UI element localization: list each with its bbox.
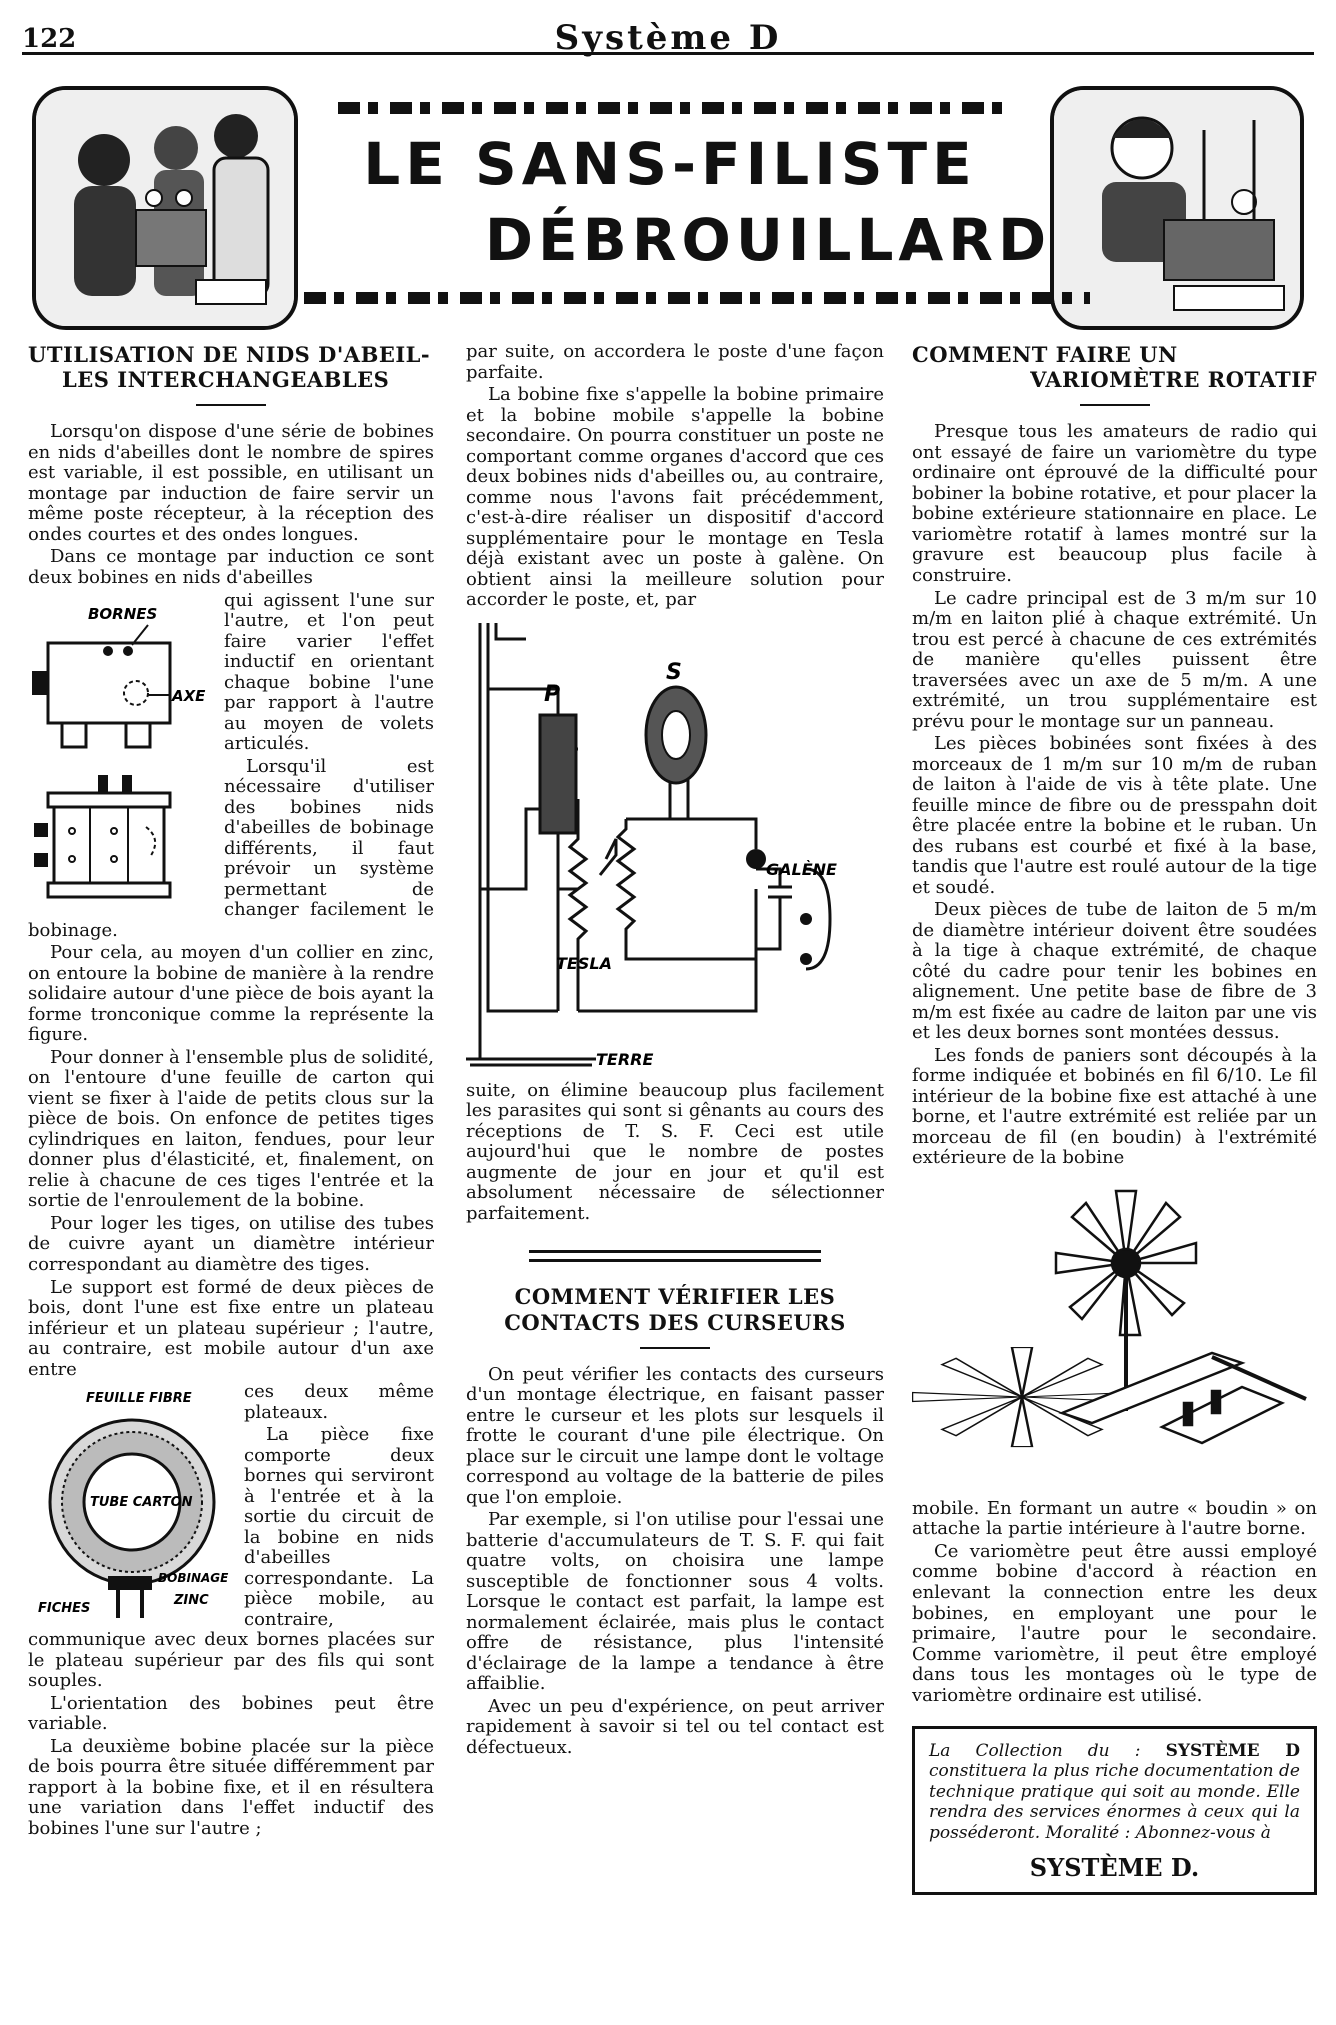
article2-paragraph: Avec un peu d'expérience, on peut arriver rapidement à savoir si tel ou tel contact est défectueux. xyxy=(466,1695,884,1758)
article1-paragraph: Pour donner à l'ensemble plus de solidité, on l'entoure d'une feuille de carton qui vient se fixer à l'aide de petits clous sur la pièce de bois. On enfonce de petites tiges cylindriques en laiton, fendues, pour leur donner plus d'élasticité, et, finalement, on relie à chacune de ces tiges l'entrée et la sortie de l'enroulement de la bobine. xyxy=(28,1046,434,1212)
article1-paragraph: Dans ce montage par induction ce sont deux bobines en nids d'abeilles xyxy=(28,546,434,588)
article1-paragraph: Lorsqu'il est nécessaire d'utiliser des bobines nids d'abeilles de bobinage différents, il faut prévoir un système permettant de changer facilement le bobinage. xyxy=(28,755,434,941)
article3-title-line2: VARIOMÈTRE ROTATIF xyxy=(1030,367,1317,393)
circuit-label-s: S xyxy=(666,659,682,685)
figure-bobine-nid-abeilles xyxy=(28,1386,234,1624)
section-title-line1: LE SANS-FILISTE xyxy=(363,130,977,198)
primary-coil xyxy=(540,715,576,833)
fig1-label-bornes: BORNES xyxy=(88,604,158,623)
fig2-label-feuille: FEUILLE FIBRE xyxy=(86,1391,192,1407)
fig2-label-tube: TUBE CARTON xyxy=(90,1495,193,1511)
figure-variometre-rotatif xyxy=(912,1177,1317,1489)
article-separator-rule xyxy=(529,1259,822,1262)
ornament-dashes-top xyxy=(338,102,1014,114)
article1-paragraph: L'orientation des bobines peut être variable. xyxy=(28,1692,434,1735)
fig2-label-zinc: ZINC xyxy=(174,1593,209,1609)
article3-paragraph: Les fonds de paniers sont découpés à la forme indiquée et bobinés en fil 6/10. Le fil intérieur de la bobine fixe est attaché à une borne, et l'autre extrémité est reliée par un morceau de fil (en boudin) à l'extrémité extérieure de la bobine xyxy=(912,1044,1317,1169)
article1-paragraph: Lorsqu'on dispose d'une série de bobines en nids d'abeilles dont le nombre de spires est variable, il est possible, en utilisant un montage par induction de faire servir un même poste récepteur, à la réception des ondes courtes et des ondes longues. xyxy=(28,421,434,545)
article2-paragraph: Par exemple, si l'on utilise pour l'essai une batterie d'accumulateurs de T. S. F. qui fait quatre volts, on choisira une lampe susceptible de fonctionner sous 4 volts. Lorsque le contact est parfait, la lampe est normalement éclairée, mais plus le contact offre de résistance, plus l'intensité d'éclairage de la lampe a tendance à être affaiblie. xyxy=(466,1509,884,1695)
illustration-people-around-radio xyxy=(32,86,298,330)
article1-continuation-paragraph: La bobine fixe s'appelle la bobine primaire et la bobine mobile s'appelle la bobine secondaire. On pourra constituer un poste ne comportant comme organes d'accord que ces deux bobines nids d'abeilles ou, au contraire, comme nous l'avons fait précédemment, c'est-à-dire réaliser un dispositif d'accord supplémentaire pour le montage en Tesla déjà existant avec un poste à galène. On obtient ainsi la meilleure solution pour accorder le poste, et, par xyxy=(466,384,884,611)
ad-body: constituera la plus riche documentation de technique pratique qui soit au monde. Elle rendra des services énormes à ceux qui la posséderont. Moralité : xyxy=(929,1761,1300,1843)
article2-title-line1: COMMENT VÉRIFIER LES xyxy=(514,1284,836,1310)
article2-title-line2: CONTACTS DES CURSEURS xyxy=(504,1309,846,1335)
article1-paragraph: ces deux même plateaux. xyxy=(244,1381,434,1423)
article3-paragraph: Ce variomètre peut être aussi employé comme bobine d'accord à réaction en enlevant la connection entre les deux bobines, en employant une pour le primaire, l'autre pour le secondaire. Comme variomètre, il peut être employé dans tous les montages où le type de variomètre ordinaire est utilisé. xyxy=(912,1540,1317,1706)
title-divider xyxy=(1080,404,1150,406)
circuit-label-terre: TERRE xyxy=(596,1049,654,1067)
magazine-title: Système D xyxy=(554,18,782,58)
people-radio-drawing xyxy=(36,90,294,326)
fig2-label-bobinage: BOBINAGE xyxy=(158,1571,229,1586)
ad-lead: La Collection du : xyxy=(929,1741,1141,1762)
article1-paragraph: Pour cela, au moyen d'un collier en zinc, on entoure la bobine de manière à la rendre solidaire autour d'une pièce de bois ayant la forme tronconique comme la représente la figure. xyxy=(28,942,434,1046)
subscription-ad-box xyxy=(912,1726,1317,1895)
running-head xyxy=(22,18,1314,56)
fig1-label-axe: AXE xyxy=(172,686,206,705)
article3-paragraph: Les pièces bobinées sont fixées à des morceaux de 1 m/m sur 10 m/m de ruban de laiton à l'aide de vis à tête plate. Une feuille mince de fibre ou de presspahn doit être placée entre la bobine et le ruban. Un des rubans est courbé et fixé à la base, tandis que l'autre est roulé autour de la tige et soudé. xyxy=(912,733,1317,898)
circuit-label-p: P xyxy=(544,681,561,707)
page-number: 122 xyxy=(22,24,77,54)
ad-brand: SYSTÈME D xyxy=(1165,1741,1300,1762)
figure-tesla-circuit xyxy=(466,619,884,1067)
article1-paragraph: qui agissent l'une sur l'autre, et l'on peut faire varier l'effet inductif en orientant chaque bobine l'une par rapport à l'autre au moyen de volets articulés. xyxy=(224,589,434,755)
circuit-label-galene: GALÈNE xyxy=(766,859,837,879)
fig2-label-fiches: FICHES xyxy=(38,1601,91,1617)
header-rule xyxy=(22,52,1314,55)
article1-title xyxy=(28,342,434,392)
article3-paragraph: mobile. En formant un autre « boudin » on attache la partie intérieure à l'autre borne. xyxy=(912,1497,1317,1540)
figure-bornes-axe xyxy=(28,595,214,917)
ad-call-to-action: Abonnez-vous à xyxy=(1135,1822,1271,1843)
title-divider xyxy=(640,1347,710,1349)
article1-paragraph: Le support est formé de deux pièces de bois, dont l'une est fixe entre un plateau inférieur et un plateau supérieur ; l'autre, au contraire, est mobile autour d'un axe entre xyxy=(28,1276,434,1380)
article3-paragraph: Deux pièces de tube de laiton de 5 m/m de diamètre intérieur doivent être soudées à la tige à chaque extrémité, de chaque côté du cadre pour tenir les bobines en alignement. Une petite base de fibre de 3 m/m est fixée au cadre de laiton par une vis et les deux bornes sont montées dessus. xyxy=(912,899,1317,1044)
article2-paragraph: On peut vérifier les contacts des curseurs d'un montage électrique, en faisant passer entre le curseur et les plots sur lesquels il frotte le courant d'une pile électrique. On place sur le circuit une lampe dont le voltage correspond au voltage de la batterie de piles que l'on emploie. xyxy=(466,1363,884,1508)
column-3 xyxy=(912,342,1317,1895)
section-title-line2: DÉBROUILLARD xyxy=(484,206,1052,274)
ad-footer-brand: SYSTÈME D. xyxy=(1029,1853,1200,1883)
circuit-label-tesla: TESLA xyxy=(556,953,612,973)
article1-title-line1: UTILISATION DE NIDS D'ABEIL- xyxy=(28,342,431,367)
article3-title xyxy=(912,342,1317,392)
article2-title xyxy=(466,1284,884,1334)
galene-detector-icon xyxy=(746,849,766,869)
tesla-circuit-diagram xyxy=(466,619,884,1067)
title-divider xyxy=(196,404,266,406)
article1-paragraph: Pour loger les tiges, on utilise des tubes de cuivre ayant un diamètre intérieur correspondant au diamètre des tiges. xyxy=(28,1212,434,1275)
column-2 xyxy=(466,342,884,1760)
article3-paragraph: Le cadre principal est de 3 m/m sur 10 m/m en laiton plié à chaque extrémité. Un trou est percé à chacune de ces extrémités de manière qu'elles puissent être traversées avec un axe de 5 m/m. A une extrémité, un trou supplémentaire est prévu pour le montage sur un panneau. xyxy=(912,587,1317,732)
article-separator-rule xyxy=(529,1250,822,1253)
bobine-drawing xyxy=(28,1386,234,1624)
variometre-drawing xyxy=(912,1177,1317,1489)
article3-title-line1: COMMENT FAIRE UN xyxy=(912,342,1178,367)
article3-paragraph: Presque tous les amateurs de radio qui ont essayé de faire un variomètre du type ordinaire ont éprouvé de la difficulté pour bobiner la bobine rotative, et pour placer la bobine extérieure stationnaire en place. Le variomètre rotatif à lames montré sur la gravure est beaucoup plus facile à construire. xyxy=(912,421,1317,586)
article1-continuation-paragraph: par suite, on accordera le poste d'une façon parfaite. xyxy=(466,341,884,383)
bornes-axe-drawing xyxy=(28,595,214,917)
article1-continuation-paragraph: suite, on élimine beaucoup plus facilement les parasites qui sont si gênants au cours des réceptions de T. S. F. Ceci est utile aujourd'hui que le nombre de postes augmente de jour en jour et qu'il est absolument nécessaire de sélectionner parfaitement. xyxy=(466,1079,884,1224)
section-banner xyxy=(28,70,1308,332)
column-1 xyxy=(28,342,434,1841)
article1-paragraph: La pièce fixe comporte deux bornes qui serviront à l'entrée et à la sortie du circuit de la bobine en nids d'abeilles correspondante. La pièce mobile, au contraire, communique avec deux bornes placées sur le plateau supérieur par des fils qui sont souples. xyxy=(28,1424,434,1692)
article1-paragraph: La deuxième bobine placée sur la pièce de bois pourra être située différemment par rapport à la bobine fixe, et il en résultera une variation dans l'effet inductif des bobines l'une sur l'autre ; xyxy=(28,1735,434,1839)
man-radio-drawing xyxy=(1054,90,1300,326)
article1-title-line2: LES INTERCHANGEABLES xyxy=(62,367,390,393)
ornament-dashes-bottom xyxy=(304,292,1090,304)
